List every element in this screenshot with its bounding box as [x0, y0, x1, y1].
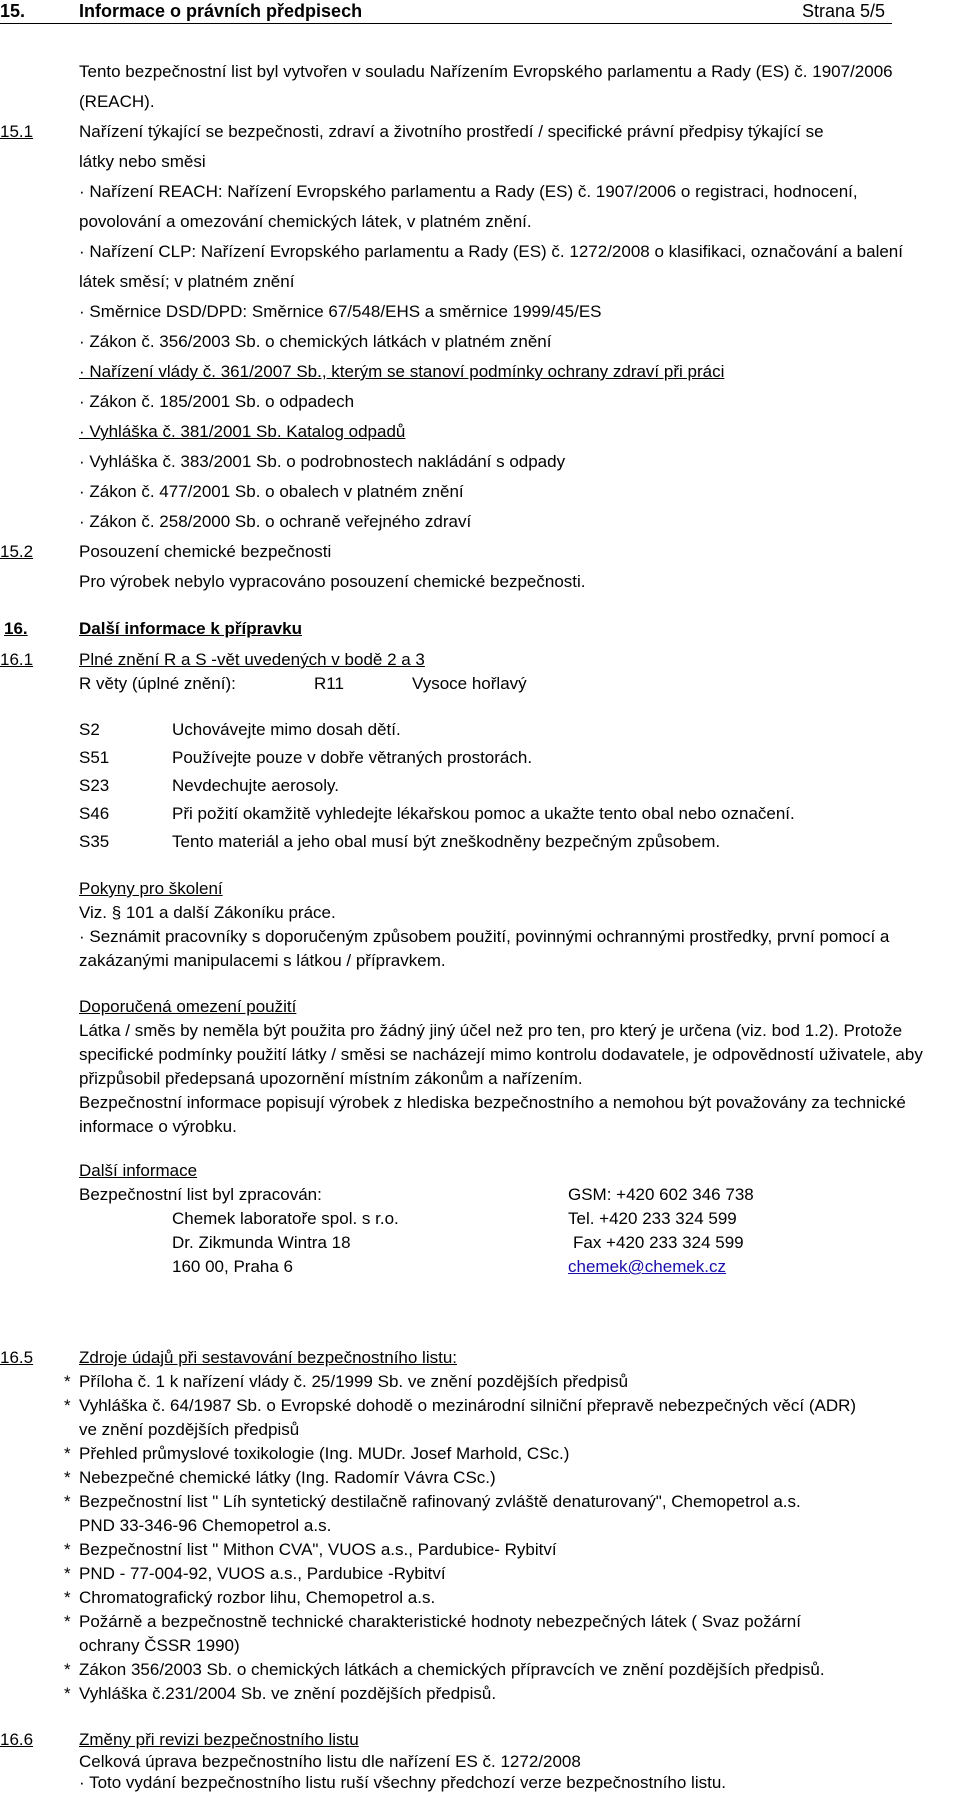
source-item: Požárně a bezpečnostně technické charakteristické hodnoty nebezpečných látek ( Svaz požární — [79, 1612, 801, 1631]
restrictions-line-4: Bezpečnostní informace popisují výrobek z hlediska bezpečnostního a nemohou být považovány za technické — [79, 1093, 906, 1112]
s-phrase-text: Nevdechujte aerosoly. — [172, 776, 339, 795]
training-line-1: Viz. § 101 a další Zákoníku práce. — [79, 903, 336, 922]
section-15-2-number: 15.2 — [0, 542, 34, 561]
company-name: Chemek laboratoře spol. s r.o. — [172, 1209, 399, 1228]
source-bullet: * — [64, 1588, 71, 1607]
regulation-item: · Vyhláška č. 383/2001 Sb. o podrobnostech nakládání s odpady — [79, 452, 566, 471]
company-fax: Fax +420 233 324 599 — [573, 1233, 744, 1252]
section-16-number: 16. — [4, 619, 28, 638]
regulation-item: povolování a omezování chemických látek, v platném znění. — [79, 212, 532, 231]
restrictions-title: Doporučená omezení použití — [79, 997, 297, 1016]
r-phrase-code: R11 — [314, 674, 344, 693]
section-16-5-title: Zdroje údajů při sestavování bezpečnostního listu: — [79, 1348, 458, 1367]
training-line-2: · Seznámit pracovníky s doporučeným způsobem použití, povinnými ochrannými prostředky, první pomocí a — [79, 927, 890, 946]
intro-line-1: Tento bezpečnostní list byl vytvořen v souladu Nařízením Evropského parlamentu a Rady (ES) č. 1907/2006 — [79, 62, 893, 81]
source-item: PND - 77-004-92, VUOS a.s., Pardubice -Rybitví — [79, 1564, 446, 1583]
section-16-6-number: 16.6 — [0, 1730, 34, 1749]
r-phrase-text: Vysoce hořlavý — [412, 674, 527, 693]
section-15-title: Informace o právních předpisech — [79, 1, 363, 21]
training-title: Pokyny pro školení — [79, 879, 223, 898]
regulation-item: · Zákon č. 258/2000 Sb. o ochraně veřejného zdraví — [79, 512, 472, 531]
restrictions-line-1: Látka / směs by neměla být použita pro žádný jiný účel než pro ten, pro který je určena (viz. bod 1.2). Protože — [79, 1021, 903, 1040]
source-item: Bezpečnostní list " Líh syntetický destilačně rafinovaný zvláště denaturovaný", Chemopetrol a.s. — [79, 1492, 801, 1511]
restrictions-line-3: přizpůsobil předepsaná upozornění místním zákonům a nařízením. — [79, 1069, 583, 1088]
s-phrase-code: S51 — [79, 748, 110, 767]
header-underline — [0, 23, 892, 24]
source-bullet: * — [64, 1468, 71, 1487]
regulation-item: · Vyhláška č. 381/2001 Sb. Katalog odpadů — [79, 422, 406, 441]
source-item-cont: PND 33-346-96 Chemopetrol a.s. — [79, 1516, 332, 1535]
s-phrase-text: Tento materiál a jeho obal musí být zneškodněny bezpečným způsobem. — [172, 832, 721, 851]
source-item: Vyhláška č. 64/1987 Sb. o Evropské dohodě o mezinárodní silniční přepravě nebezpečných věcí (ADR) — [79, 1396, 857, 1415]
s-phrase-text: Uchovávejte mimo dosah dětí. — [172, 720, 401, 739]
source-item: Vyhláška č.231/2004 Sb. ve znění pozdějších předpisů. — [79, 1684, 497, 1703]
source-item: Bezpečnostní list " Mithon CVA", VUOS a.s., Pardubice- Rybitví — [79, 1540, 557, 1559]
section-16-1-number: 16.1 — [0, 650, 34, 669]
company-street: Dr. Zikmunda Wintra 18 — [172, 1233, 351, 1252]
restrictions-line-5: informace o výrobku. — [79, 1117, 237, 1136]
intro-line-2: (REACH). — [79, 92, 155, 111]
section-15-1-title-line-2: látky nebo směsi — [79, 152, 206, 171]
source-item: Zákon 356/2003 Sb. o chemických látkách a chemických přípravcích ve znění pozdějších předpisů. — [79, 1660, 825, 1679]
section-15-1-number: 15.1 — [0, 122, 34, 141]
source-item: Nebezpečné chemické látky (Ing. Radomír Vávra CSc.) — [79, 1468, 496, 1487]
source-item-cont: ve znění pozdějších předpisů — [79, 1420, 300, 1439]
section-16-1-title: Plné znění R a S -vět uvedených v bodě 2 a 3 — [79, 650, 425, 669]
regulation-item: látek směsí; v platném znění — [79, 272, 295, 291]
training-line-3: zakázanými manipulacemi s látkou / přípravkem. — [79, 951, 446, 970]
section-15-2-text: Pro výrobek nebylo vypracováno posouzení chemické bezpečnosti. — [79, 572, 586, 591]
source-bullet: * — [64, 1540, 71, 1559]
regulation-item: · Nařízení vlády č. 361/2007 Sb., kterým se stanoví podmínky ochrany zdraví při práci — [79, 362, 725, 381]
page-number: Strana 5/5 — [802, 1, 886, 21]
r-phrases-label: R věty (úplné znění): — [79, 674, 236, 693]
section-15-number: 15. — [0, 1, 26, 21]
source-bullet: * — [64, 1660, 71, 1679]
revision-line-2: · Toto vydání bezpečnostního listu ruší všechny předchozí verze bezpečnostního listu. — [79, 1773, 726, 1792]
regulation-item: · Směrnice DSD/DPD: Směrnice 67/548/EHS a směrnice 1999/45/ES — [79, 302, 602, 321]
section-15-2-title: Posouzení chemické bezpečnosti — [79, 542, 332, 561]
section-16-6-title: Změny při revizi bezpečnostního listu — [79, 1730, 359, 1749]
prepared-by-label: Bezpečnostní list byl zpracován: — [79, 1185, 322, 1204]
company-tel: Tel. +420 233 324 599 — [568, 1209, 737, 1228]
revision-line-1: Celková úprava bezpečnostního listu dle nařízení ES č. 1272/2008 — [79, 1752, 581, 1771]
regulation-item: · Zákon č. 356/2003 Sb. o chemických látkách v platném znění — [79, 332, 552, 351]
section-15-1-title-line-1: Nařízení týkající se bezpečnosti, zdraví a životního prostředí / specifické právní předpisy týkající se — [79, 122, 824, 141]
s-phrase-code: S46 — [79, 804, 110, 823]
source-item: Přehled průmyslové toxikologie (Ing. MUDr. Josef Marhold, CSc.) — [79, 1444, 570, 1463]
restrictions-line-2: specifické podmínky použití látky / směsi se nacházejí mimo kontrolu dodavatele, je odpovědností uživatele, aby — [79, 1045, 923, 1064]
s-phrase-text: Při požití okamžitě vyhledejte lékařskou pomoc a ukažte tento obal nebo označení. — [172, 804, 795, 823]
s-phrase-code: S23 — [79, 776, 110, 795]
company-email-link[interactable]: chemek@chemek.cz — [568, 1257, 727, 1276]
s-phrase-text: Používejte pouze v dobře větraných prostorách. — [172, 748, 533, 767]
source-bullet: * — [64, 1444, 71, 1463]
company-gsm: GSM: +420 602 346 738 — [568, 1185, 754, 1204]
regulation-item: · Nařízení CLP: Nařízení Evropského parlamentu a Rady (ES) č. 1272/2008 o klasifikaci, označování a balení — [79, 242, 903, 261]
source-item: Příloha č. 1 k nařízení vlády č. 25/1999 Sb. ve znění pozdějších předpisů — [79, 1372, 629, 1391]
source-bullet: * — [64, 1492, 71, 1511]
other-info-title: Další informace — [79, 1161, 198, 1180]
source-bullet: * — [64, 1612, 71, 1631]
source-item: Chromatografický rozbor lihu, Chemopetrol a.s. — [79, 1588, 436, 1607]
source-bullet: * — [64, 1396, 71, 1415]
source-bullet: * — [64, 1564, 71, 1583]
regulation-item: · Zákon č. 185/2001 Sb. o odpadech — [79, 392, 355, 411]
regulation-item: · Nařízení REACH: Nařízení Evropského parlamentu a Rady (ES) č. 1907/2006 o registraci, hodnocení, — [79, 182, 858, 201]
source-bullet: * — [64, 1684, 71, 1703]
s-phrase-code: S2 — [79, 720, 100, 739]
company-city: 160 00, Praha 6 — [172, 1257, 293, 1276]
section-16-title: Další informace k přípravku — [79, 619, 302, 638]
regulation-item: · Zákon č. 477/2001 Sb. o obalech v platném znění — [79, 482, 464, 501]
section-16-5-number: 16.5 — [0, 1348, 34, 1367]
s-phrase-code: S35 — [79, 832, 110, 851]
source-bullet: * — [64, 1372, 71, 1391]
source-item-cont: ochrany ČSSR 1990) — [79, 1636, 240, 1655]
